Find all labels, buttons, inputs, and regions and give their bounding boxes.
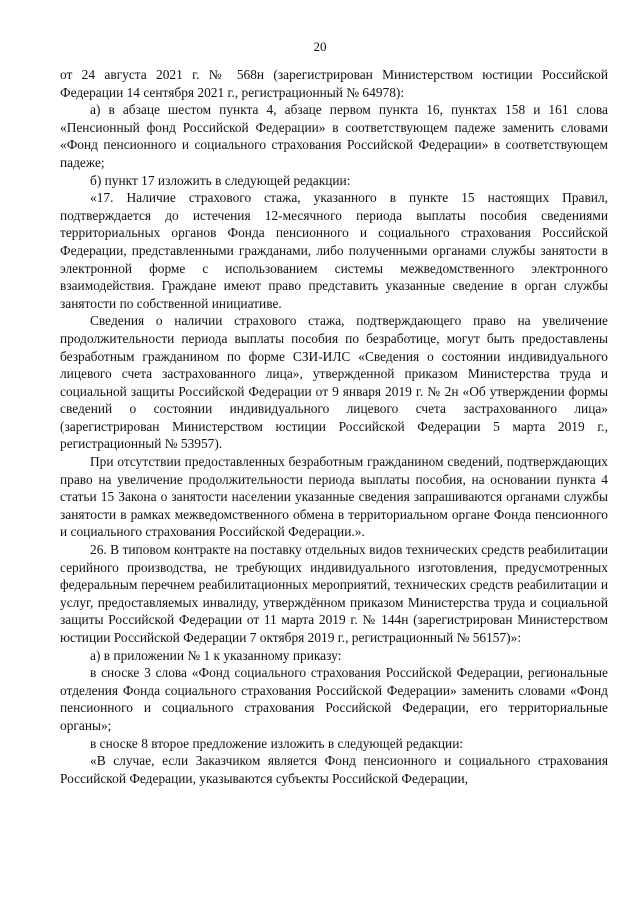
paragraph: «В случае, если Заказчиком является Фонд пенсионного и социального страхования Российской Федерации, указываются субъекты Российской Федерации, (60, 753, 608, 786)
paragraph: а) в абзаце шестом пункта 4, абзаце первом пункта 16, пунктах 158 и 161 слова «Пенсионный фонд Российской Федерации» в соответствующем падеже заменить словами «Фонд пенсионного и социального страхования Российской Федерации» в соответствующем падеже; (60, 102, 608, 170)
paragraph: Сведения о наличии страхового стажа, подтверждающего право на увеличение продолжительности периода выплаты пособия по безработице, могут быть предоставлены безработным гражданином по форме СЗИ-ИЛС «Сведения о состоянии индивидуального лицевого счета застрахованного лица», утвержденной приказом Министерства труда и социальной защиты Российской Федерации от 9 января 2019 г. № 2н «Об утверждении формы сведений о состоянии индивидуального лицевого счета застрахованного лица» (зарегистрирован Министерством юстиции Российской Федерации 5 марта 2019 г., регистрационный № 53957). (60, 313, 608, 452)
paragraph: в сноске 8 второе предложение изложить в следующей редакции: (90, 735, 464, 751)
paragraph: а) в приложении № 1 к указанному приказу: (90, 647, 342, 663)
paragraph: в сноске 3 слова «Фонд социального страхования Российской Федерации, региональные отделения Фонда социального страхования Российской Федерации» заменить словами «Фонд пенсионного и социального страхования Российской Федерации, его территориальные органы»; (60, 665, 608, 733)
paragraph: от 24 августа 2021 г. № 568н (зарегистрирован Министерством юстиции Российской Федерации 14 сентября 2021 г., регистрационный № 64978): (60, 67, 608, 100)
paragraph: «17. Наличие страхового стажа, указанного в пункте 15 настоящих Правил, подтверждается до истечения 12-месячного периода выплаты пособия сведениями территориальных органов Фонда пенсионного и социального страхования Российской Федерации, представленными гражданами, либо полученными органами службы занятости в электронной форме с использованием системы межведомственного электронного взаимодействия. Граждане имеют право представить указанные сведение в орган службы занятости по собственной инициативе. (60, 190, 608, 311)
paragraph: При отсутствии предоставленных безработным гражданином сведений, подтверждающих право на увеличение продолжительности периода выплаты пособия, на основании пункта 4 статьи 15 Закона о занятости населении указанные сведения запрашиваются органами службы занятости в рамках межведомственного обмена в территориальном органе Фонда пенсионного и социального страхования Российской Федерации.». (60, 454, 608, 540)
paragraph: 26. В типовом контракте на поставку отдельных видов технических средств реабилитации серийного производства, не требующих индивидуального изготовления, предусмотренных федеральным перечнем реабилитационных мероприятий, технических средств реабилитации и услуг, предоставляемых инвалиду, утверждённом приказом Министерства труда и социальной защиты Российской Федерации от 11 марта 2019 г. № 144н (зарегистрирован Министерством юстиции Российской Федерации 7 октября 2019 г., регистрационный № 56157)»: (60, 542, 608, 645)
document-body (60, 66, 608, 787)
paragraph: б) пункт 17 изложить в следующей редакции: (90, 172, 351, 188)
page-number: 20 (313, 39, 327, 54)
